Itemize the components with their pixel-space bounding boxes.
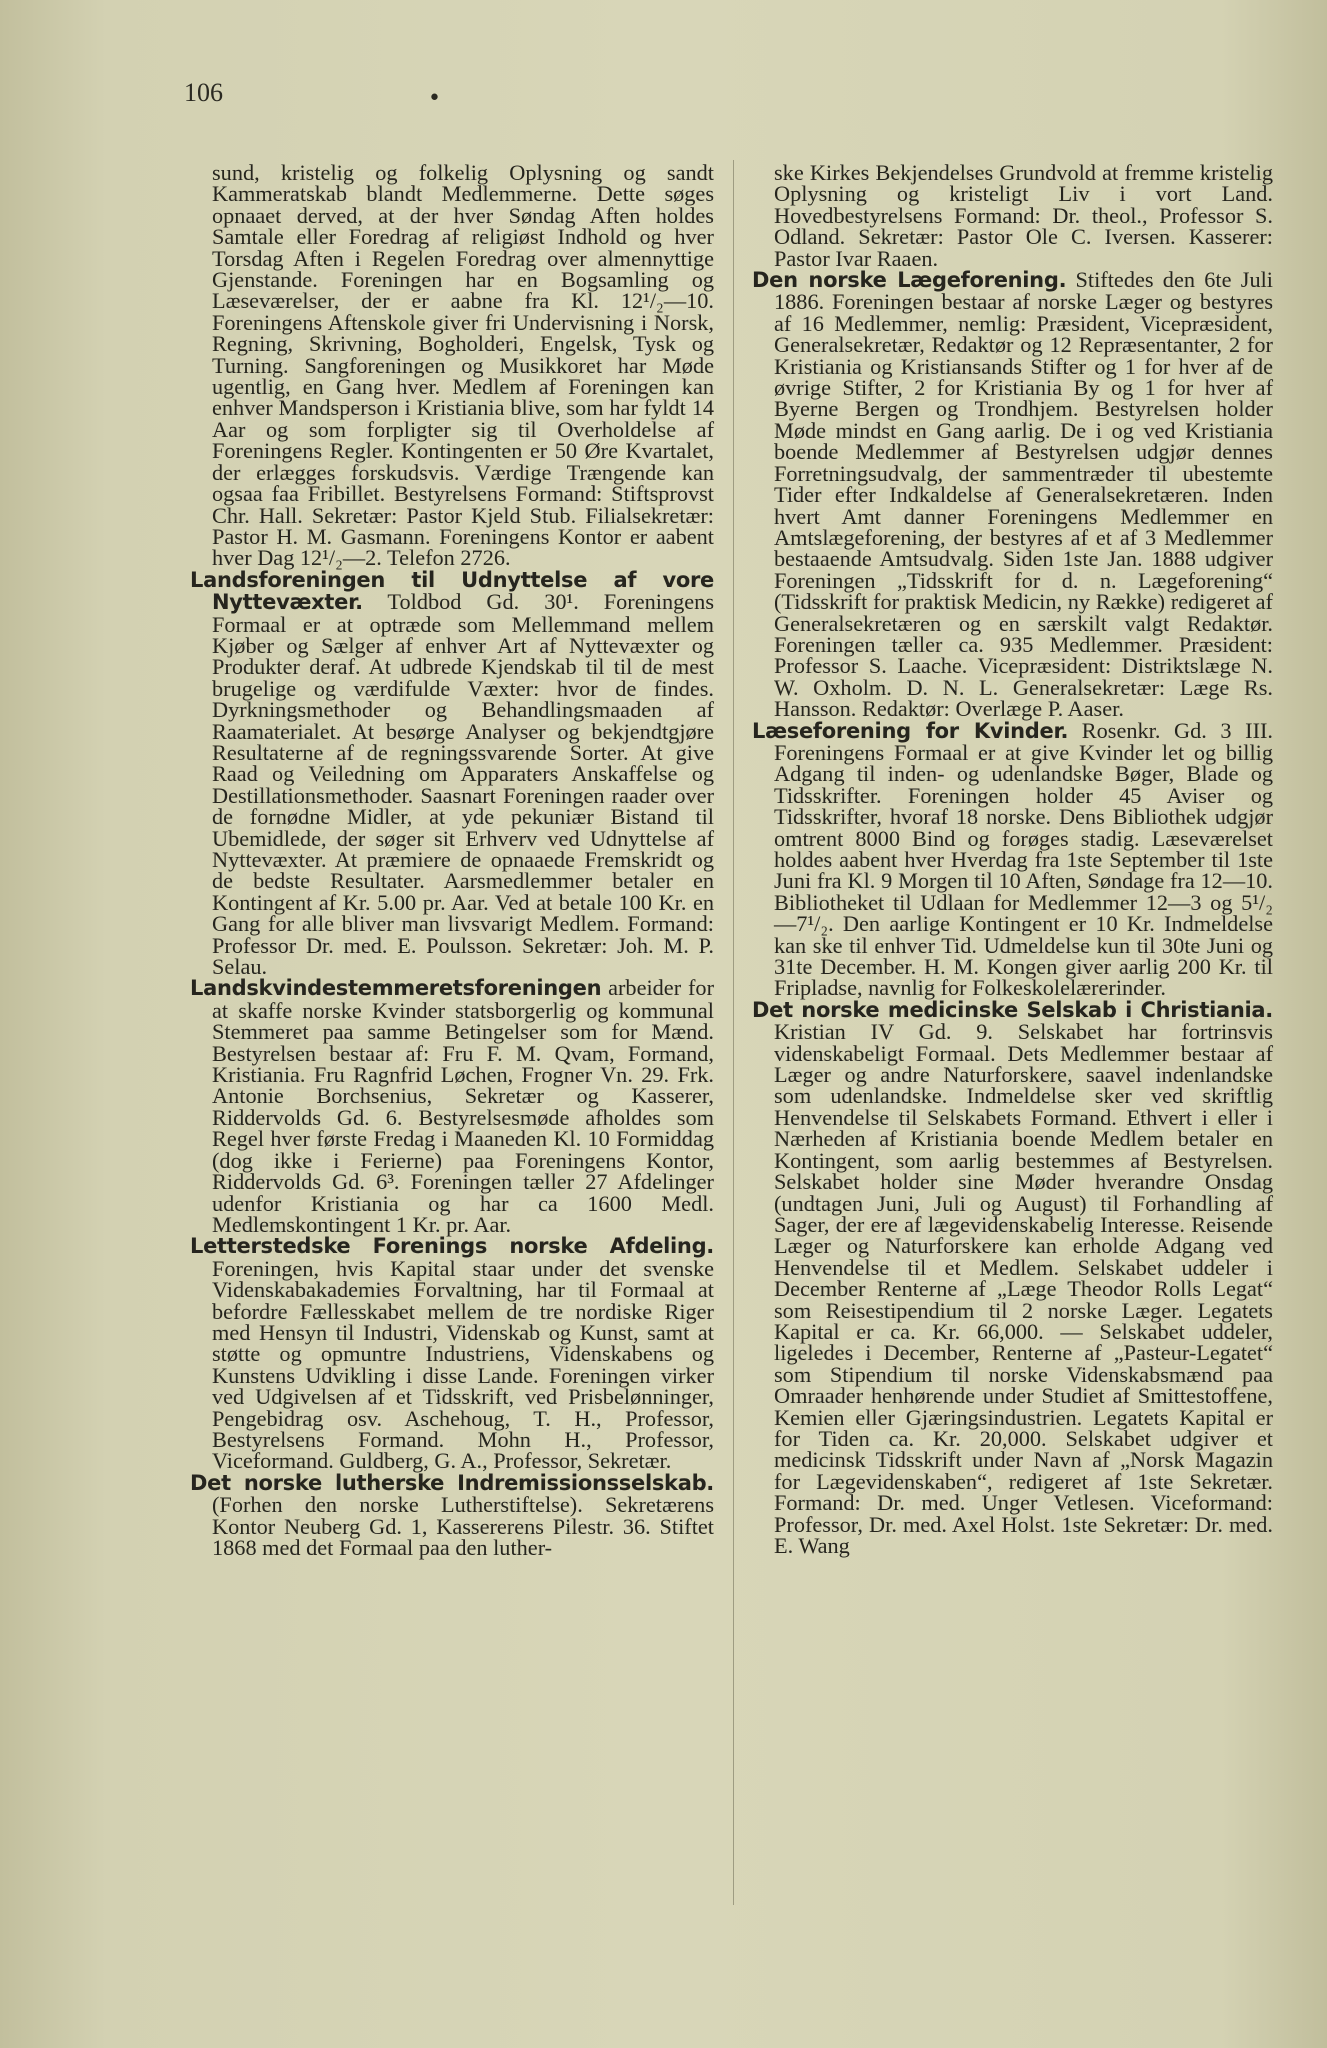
entry-text: Kristian IV Gd. 9. Selskabet har fortrinsvis videnskabeligt Formaal. Dets Medlemmer bestaar af Læger og andre Naturforskere, saavel indenlandske som udenlandske. Indmeldelse sker ved skriftlig Henvendelse til Selskabets Formand. Ethvert i eller i Nærheden af Kristiania boende Medlem betaler en Kontingent, som aarlig bestemmes af Bestyrelsen. Selskabet holder sine Møder hverandre Onsdag (undtagen Juni, Juli og August) til Forhandling af Sager, der ere af lægevidenskabelig Interesse. Reisende Læger og Naturforskere kan erholde Adgang ved Henvendelse til et Medlem. Selskabet uddeler i December Renterne af „Læge Theodor Rolls Legat“ som Reisestipendium til 2 norske Læger. Legatets Kapital er ca. Kr. 66,000. — Selskabet uddeler, ligeledes i December, Renterne af „Pasteur-Legatet“ som Stipendium til norske Videnskabsmænd paa Omraader henhørende under Studiet af Smittestoffene, Kemien eller Gjæringsindustrien. Legatets Kapital er for Tiden ca. Kr. 20,000. Selskabet udgiver et medicinsk Tidsskrift under Navn af „Norsk Magazin for Lægevidenskaben“, redigeret af 1ste Sekretær. Formand: Dr. med. Unger Vetlesen. Viceformand: Professor, Dr. med. Axel Holst. 1ste Sekretær: Dr. med. E. Wang xyxy=(774,1019,1273,1558)
right-column xyxy=(752,162,1273,1556)
left-column xyxy=(190,162,714,1558)
entry-text: Rosenkr. Gd. 3 III. Foreningens Formaal er at give Kvinder let og billig Adgang til inden- og udenlandske Bøger, Blade og Tidsskrifter. Foreningen holder 45 Aviser og Tidsskrifter, hvoraf 18 norske. Dens Bibliothek udgjør omtrent 8000 Bind og forøges stadig. Læseværelset holdes aabent hver Hverdag fra 1ste September til 1ste Juni fra Kl. 9 Morgen til 10 Aften, Søndage fra 12—10. Bibliotheket til Udlaan for Medlemmer 12—3 og 5¹/₂—7¹/₂. Den aarlige Kontingent er 10 Kr. Indmeldelse kan ske til enhver Tid. Udmeldelse kun til 30te Juni og 31te December. H. M. Kongen giver aarlig 200 Kr. til Fripladse, navnlig for Folkeskolelærerinder. xyxy=(774,717,1273,1001)
entry-landsforeningen-nyttevaexter xyxy=(190,569,714,978)
entry-heading: Landskvindestemmeretsforeningen xyxy=(190,976,602,1001)
entry-text: Foreningen, hvis Kapital staar under det svenske Videnskabakademies Forvaltning, har til Formaal at befordre Fællesskabet mellem de tre nordiske Riger med Hensyn til Industri, Videnskab og Kunst, samt at støtte og opmuntre Industriens, Videnskabens og Kunstens Udvikling i disse Lande. Foreningen virker ved Udgivelsen af et Tidsskrift, ved Prisbelønninger, Pengebidrag osv. Aschehoug, T. H., Professor, Bestyrelsens Formand. Mohn H., Professor, Viceformand. Guldberg, G. A., Professor, Sekretær. xyxy=(212,1255,714,1474)
left-column-intro: sund, kristelig og folkelig Oplysning og sandt Kammeratskab blandt Medlemmerne. Dette søges opnaaet derved, at der hver Søndag Aften holdes Samtale eller Foredrag af religiøst Indhold og hver Torsdag Aften i Regelen Foredrag over almennyttige Gjenstande. Foreningen har en Bogsamling og Læseværelser, der er aabne fra Kl. 12¹/₂—10. Foreningens Aftenskole giver fri Undervisning i Norsk, Regning, Skrivning, Bogholderi, Engelsk, Tysk og Turning. Sangforeningen og Musikkoret har Møde ugentlig, en Gang hver. Medlem af Foreningen kan enhver Mandsperson i Kristiania blive, som har fyldt 14 Aar og som forpligter sig til Overholdelse af Foreningens Regler. Kontingenten er 50 Øre Kvartalet, der erlægges forskudsvis. Værdige Trængende kan ogsaa faa Fribillet. Bestyrelsens Formand: Stiftsprovst Chr. Hall. Sekretær: Pastor Kjeld Stub. Filialsekretær: Pastor H. M. Gasmann. Foreningens Kontor er aabent hver Dag 12¹/₂—2. Telefon 2726. xyxy=(212,160,714,571)
entry-laegeforening xyxy=(752,269,1273,720)
entry-medicinske-selskab xyxy=(752,999,1273,1557)
entry-heading: Det norske lutherske Indremissionsselskab. xyxy=(190,1470,714,1495)
entry-heading: Læseforening for Kvinder. xyxy=(752,718,1069,743)
entry-text: arbeider for at skaffe norske Kvinder statsborgerlig og kommunal Stemmeret paa samme Betingelser som for Mænd. Bestyrelsen bestaar af: Fru F. M. Qvam, Formand, Kristiania. Fru Ragnfrid Løchen, Frogner Vn. 29. Frk. Antonie Borchsenius, Sekretær og Kasserer, Riddervolds Gd. 6. Bestyrelsesmøde afholdes som Regel hver første Fredag i Maaneden Kl. 10 Formiddag (dog ikke i Ferierne) paa Foreningens Kontor, Riddervolds Gd. 6³. Foreningen tæller 27 Afdelinger udenfor Kristiania og har ca 1600 Medl. Medlemskontingent 1 Kr. pr. Aar. xyxy=(212,975,714,1237)
entry-text: Toldbod Gd. 30¹. Foreningens Formaal er at optræde som Mellemmand mellem Kjøber og Sælger af enhver Art af Nyttevæxter og Produkter deraf. At udbrede Kjendskab til til de mest brugelige og værdifulde Væxter: hvor de findes. Dyrkningsmethoder og Behandlingsmaaden af Raamaterialet. At besørge Analyser og bekjendtgjøre Resultaterne af de regningssvarende Sorter. At give Raad og Veiledning om Apparaters Anskaffelse og Destillationsmethoder. Saasnart Foreningen raader over de fornødne Midler, at yde pekuniær Bistand til Ubemidlede, der søger sit Erhverv ved Udnyttelse af Nyttevæxter. At præmiere de opnaaede Fremskridt og de bedste Resultater. Aarsmedlemmer betaler en Kontingent af Kr. 5.00 pr. Aar. Ved at betale 100 Kr. en Gang for alle bliver man livsvarigt Medlem. Formand: Professor Dr. med. E. Poulsson. Sekretær: Joh. M. P. Selau. xyxy=(212,589,714,980)
page-dot: • xyxy=(428,86,441,111)
entry-laeseforening-kvinder xyxy=(752,717,1273,1001)
entry-heading: Det norske medicinske Selskab i Christiania. xyxy=(752,997,1273,1022)
column-divider xyxy=(733,160,734,1905)
entry-heading: Den norske Lægeforening. xyxy=(752,268,1067,293)
entry-letterstedske-forening xyxy=(190,1234,714,1474)
page-number: 106 xyxy=(184,78,223,107)
entry-heading: Landsforeningen til Udnyttelse af vore Nyttevæxter. xyxy=(190,567,714,615)
entry-text: (Forhen den norske Lutherstiftelse). Sekretærens Kontor Neuberg Gd. 1, Kassererens Pilestr. 36. Stiftet 1868 med det Formaal paa den luther- xyxy=(212,1492,714,1560)
entry-text: Stiftedes den 6te Juli 1886. Foreningen bestaar af norske Læger og bestyres af 16 Medlemmer, nemlig: Præsident, Vicepræsident, Generalsekretær, Redaktør og 12 Repræsentanter, 2 for Kristiania og Kristiansands Stifter og 1 for hver af de øvrige Stifter, 2 for Kristiania By og 1 for hver af Byerne Bergen og Trondhjem. Bestyrelsen holder Møde mindst en Gang aarlig. De i og ved Kristiania boende Medlemmer af Bestyrelsen udgjør dennes Forretningsudvalg, der sammentræder til ubestemte Tider efter Indkaldelse af Generalsekretæren. Inden hvert Amt danner Foreningens Medlemmer en Amtslægeforening, der bestyres af et af 3 Medlemmer bestaaende Amtsudvalg. Siden 1ste Jan. 1888 udgiver Foreningen „Tidsskrift for d. n. Lægeforening“ (Tidsskrift for praktisk Medicin, ny Række) redigeret af Generalsekretæren og en særskilt valgt Redaktør. Foreningen tæller ca. 935 Medlemmer. Præsident: Professor S. Laache. Vicepræsident: Distriktslæge N. W. Oxholm. D. N. L. Generalsekretær: Læge Rs. Hansson. Redaktør: Overlæge P. Aaser. xyxy=(774,267,1273,722)
entry-indremissionsselskab xyxy=(190,1472,714,1559)
entry-landskvindestemmeretsforeningen xyxy=(190,977,714,1235)
entry-heading: Letterstedske Forenings norske Afdeling. xyxy=(190,1234,714,1259)
right-column-intro: ske Kirkes Bekjendelses Grundvold at fremme kristelig Oplysning og kristeligt Liv i vort Land. Hovedbestyrelsens Formand: Dr. theol., Professor S. Odland. Sekretær: Pastor Ole C. Iversen. Kasserer: Pastor Ivar Raaen. xyxy=(774,160,1273,271)
